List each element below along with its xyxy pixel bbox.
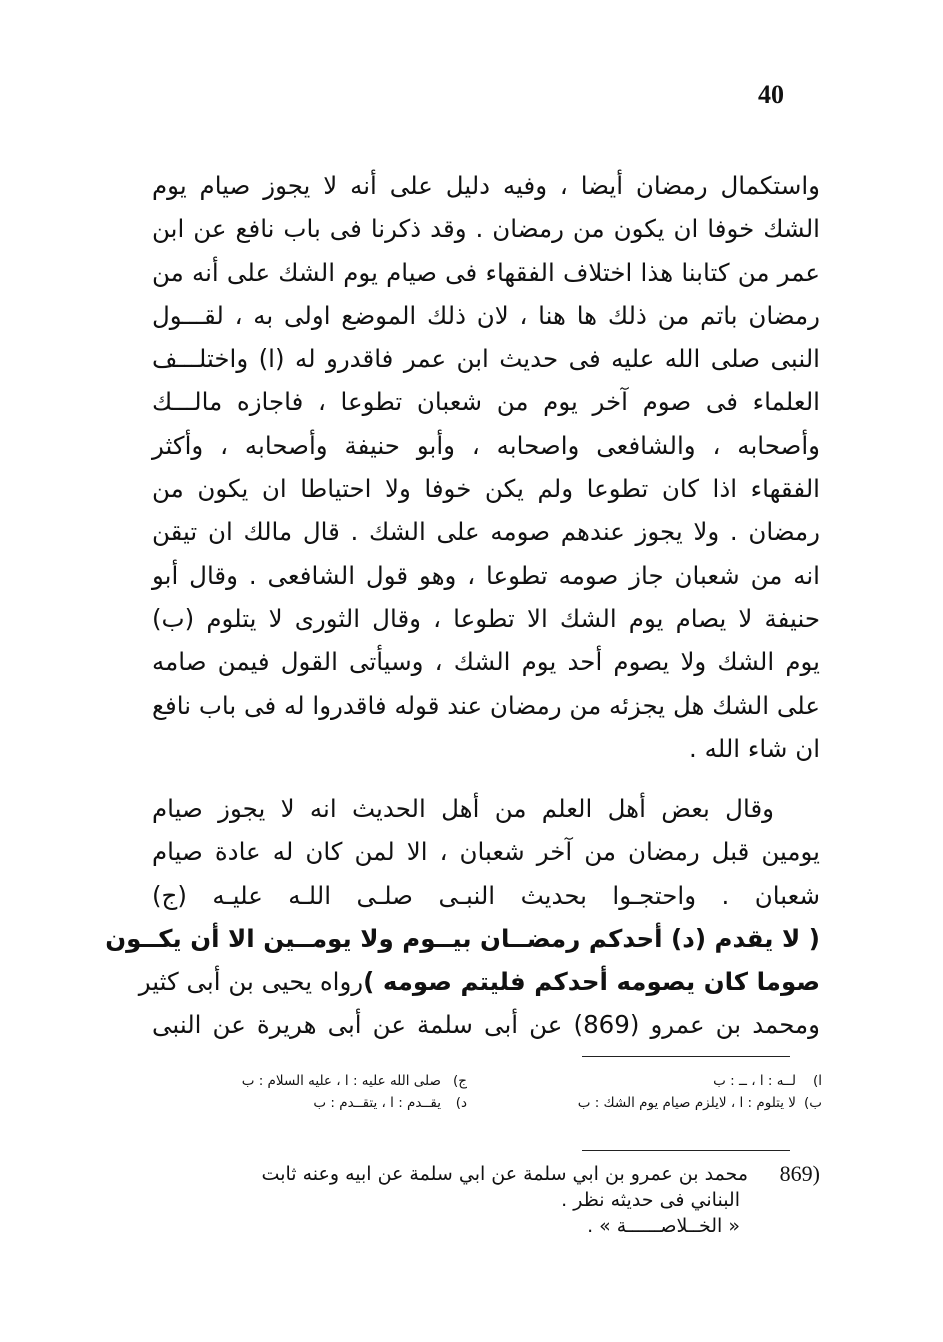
variant-text: لــه : ا ، ــ : ب xyxy=(713,1073,796,1089)
text-line: على الشك هل يجزئه من رمضان عند قوله فاقدروا له فى باب نافع xyxy=(152,690,820,720)
footnote-row xyxy=(152,1161,820,1239)
variant-key: د) xyxy=(455,1095,467,1111)
variant-note xyxy=(467,1092,822,1114)
variant-row xyxy=(130,1070,822,1092)
text-line: رمضان . ولا يجوز عندهم صومه على الشك . قال مالك ان تيقن xyxy=(152,517,820,547)
footnote-number: 869) xyxy=(779,1161,820,1186)
text-line: الشك خوفا ان يكون من رمضان . وقد ذكرنا فى باب نافع عن ابن xyxy=(152,214,820,244)
variant-note xyxy=(130,1092,467,1114)
text-line: ومحمد بن عمرو (869) عن أبى سلمة عن أبى هريرة عن النبى xyxy=(152,1010,820,1040)
variant-text: يقــدم : ا ، يتقــدم : ب xyxy=(313,1095,441,1111)
variant-row xyxy=(130,1092,822,1114)
text-line: الفقهاء اذا كان تطوعا ولم يكن خوفا ولا احتياطا ان يكون من xyxy=(152,474,820,504)
hadith-text-line: ( لا يقدم (د) أحدكم رمضــان بيــوم ولا يومــين الا أن يكــون xyxy=(105,923,820,953)
variant-note xyxy=(467,1070,822,1092)
variants-divider xyxy=(582,1056,790,1057)
text-line: ان شاء الله . xyxy=(689,733,820,763)
text-line: شعبان . واحتجـوا بحديث النبـى صلـى اللـه عليـه (ج) xyxy=(152,880,820,910)
footnote-body xyxy=(152,1161,748,1239)
variant-key: ب) xyxy=(804,1095,822,1111)
paragraph-2 xyxy=(105,787,820,1047)
footnote-line: محمد بن عمرو بن ابي سلمة عن ابي سلمة عن ابيه وعنه ثابت xyxy=(261,1163,748,1185)
text-line: حنيفة لا يصام يوم الشك الا تطوعا ، وقال الثورى لا يتلوم (ب) xyxy=(152,603,820,633)
textual-variants xyxy=(130,1070,822,1114)
paragraph-1 xyxy=(152,164,820,770)
narration-text: رواه يحيى بن أبى كثير xyxy=(138,967,364,997)
variant-key: ج) xyxy=(453,1073,467,1089)
text-line: وأصحابه ، والشافعى واصحابه ، وأبو حنيفة وأصحابه ، وأكثر xyxy=(152,430,820,460)
text-line: العلماء فى صوم آخر يوم من شعبان تطوعا ، فاجازه مالـــك xyxy=(152,387,820,417)
variant-text: لا يتلوم : ا ، لايلزم صيام يوم الشك : ب xyxy=(577,1095,796,1111)
text-line: النبى صلى الله عليه فى حديث ابن عمر فاقدرو له (ا) واختلـــف xyxy=(152,344,820,374)
variant-text: صلى الله عليه : ا ، عليه السلام : ب xyxy=(241,1073,441,1089)
page-number: 40 xyxy=(758,80,784,109)
footnote-divider xyxy=(582,1150,790,1151)
text-line: انه من شعبان جاز صومه تطوعا ، وهو قول الشافعى . وقال أبو xyxy=(152,560,820,590)
variant-key: ا) xyxy=(812,1073,822,1089)
text-line-mixed xyxy=(138,960,820,1003)
text-line: رمضان باتم من ذلك ها هنا ، لان ذلك الموضع اولى به ، لقـــول xyxy=(152,300,820,330)
text-line: يومين قبل رمضان من آخر شعبان ، الا لمن كان له عادة صيام xyxy=(152,837,820,867)
text-line: عمر من كتابنا هذا اختلاف الفقهاء فى صيام يوم الشك على أنه من xyxy=(152,257,820,287)
text-line: وقال بعض أهل العلم من أهل الحديث انه لا يجوز صيام xyxy=(152,794,774,823)
hadith-text-end: صوما كان يصومه أحدكم فليتم صومه ) xyxy=(363,967,820,997)
variant-note xyxy=(130,1070,467,1092)
text-line: واستكمال رمضان أيضا ، وفيه دليل على أنه لا يجوز صيام يوم xyxy=(152,171,820,200)
footnote-line: « الخــلاصــــــة » . xyxy=(587,1215,740,1237)
footnote xyxy=(152,1161,820,1239)
text-line: يوم الشك ولا يصوم أحد يوم الشك ، وسيأتى القول فيمن صامه xyxy=(152,647,820,677)
footnote-line: البناني فى حديثه نظر . xyxy=(561,1189,740,1211)
